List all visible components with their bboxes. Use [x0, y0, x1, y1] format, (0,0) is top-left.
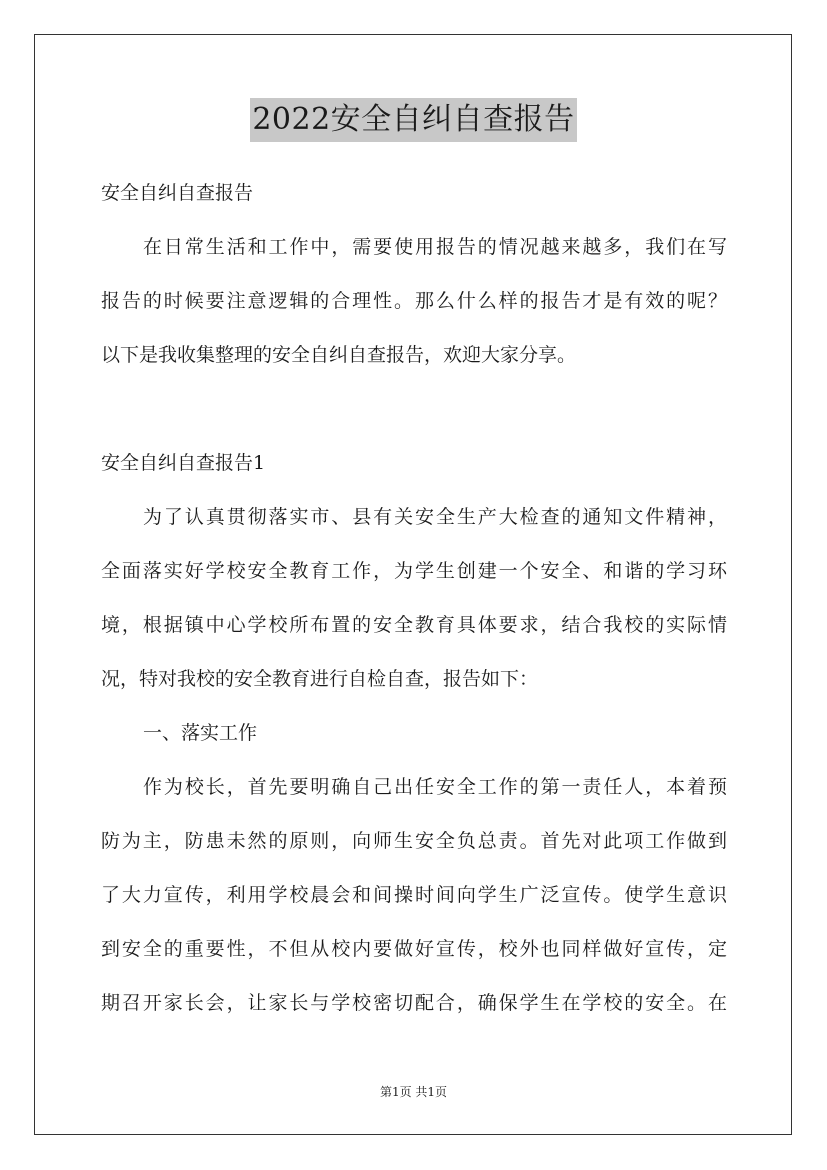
intro-line: 在日常生活和工作中，需要使用报告的情况越来越多，我们在写 — [143, 236, 727, 258]
section-heading: 安全自纠自查报告1 — [101, 452, 266, 474]
document-title — [0, 98, 827, 142]
document-subtitle: 安全自纠自查报告 — [101, 182, 254, 204]
paragraph-line: 况，特对我校的安全教育进行自检自查，报告如下： — [101, 668, 539, 690]
page-footer — [0, 1082, 827, 1102]
paragraph-line: 了大力宣传，利用学校晨会和间操时间向学生广泛宣传。使学生意识 — [101, 884, 727, 906]
document-body — [101, 166, 727, 1030]
paragraph-line: 作为校长，首先要明确自己出任安全工作的第一责任人，本着预 — [143, 776, 727, 798]
subheading: 一、落实工作 — [143, 722, 258, 744]
paragraph-gap — [101, 382, 727, 436]
paragraph-line: 为了认真贯彻落实市、县有关安全生产大检查的通知文件精神， — [143, 506, 727, 528]
paragraph-line: 全面落实好学校安全教育工作，为学生创建一个安全、和谐的学习环 — [101, 560, 727, 582]
intro-line: 报告的时候要注意逻辑的合理性。那么什么样的报告才是有效的呢？ — [101, 290, 727, 312]
paragraph-line: 期召开家长会，让家长与学校密切配合，确保学生在学校的安全。在 — [101, 992, 727, 1014]
paragraph-line: 到安全的重要性，不但从校内要做好宣传，校外也同样做好宣传，定 — [101, 938, 727, 960]
page-number: 第1页 共1页 — [379, 1085, 448, 1099]
intro-line: 以下是我收集整理的安全自纠自查报告，欢迎大家分享。 — [101, 344, 577, 366]
paragraph-line: 防为主，防患未然的原则，向师生安全负总责。首先对此项工作做到 — [101, 830, 727, 852]
document-title-text: 2022安全自纠自查报告 — [250, 98, 576, 142]
paragraph-line: 境，根据镇中心学校所布置的安全教育具体要求，结合我校的实际情 — [101, 614, 727, 636]
